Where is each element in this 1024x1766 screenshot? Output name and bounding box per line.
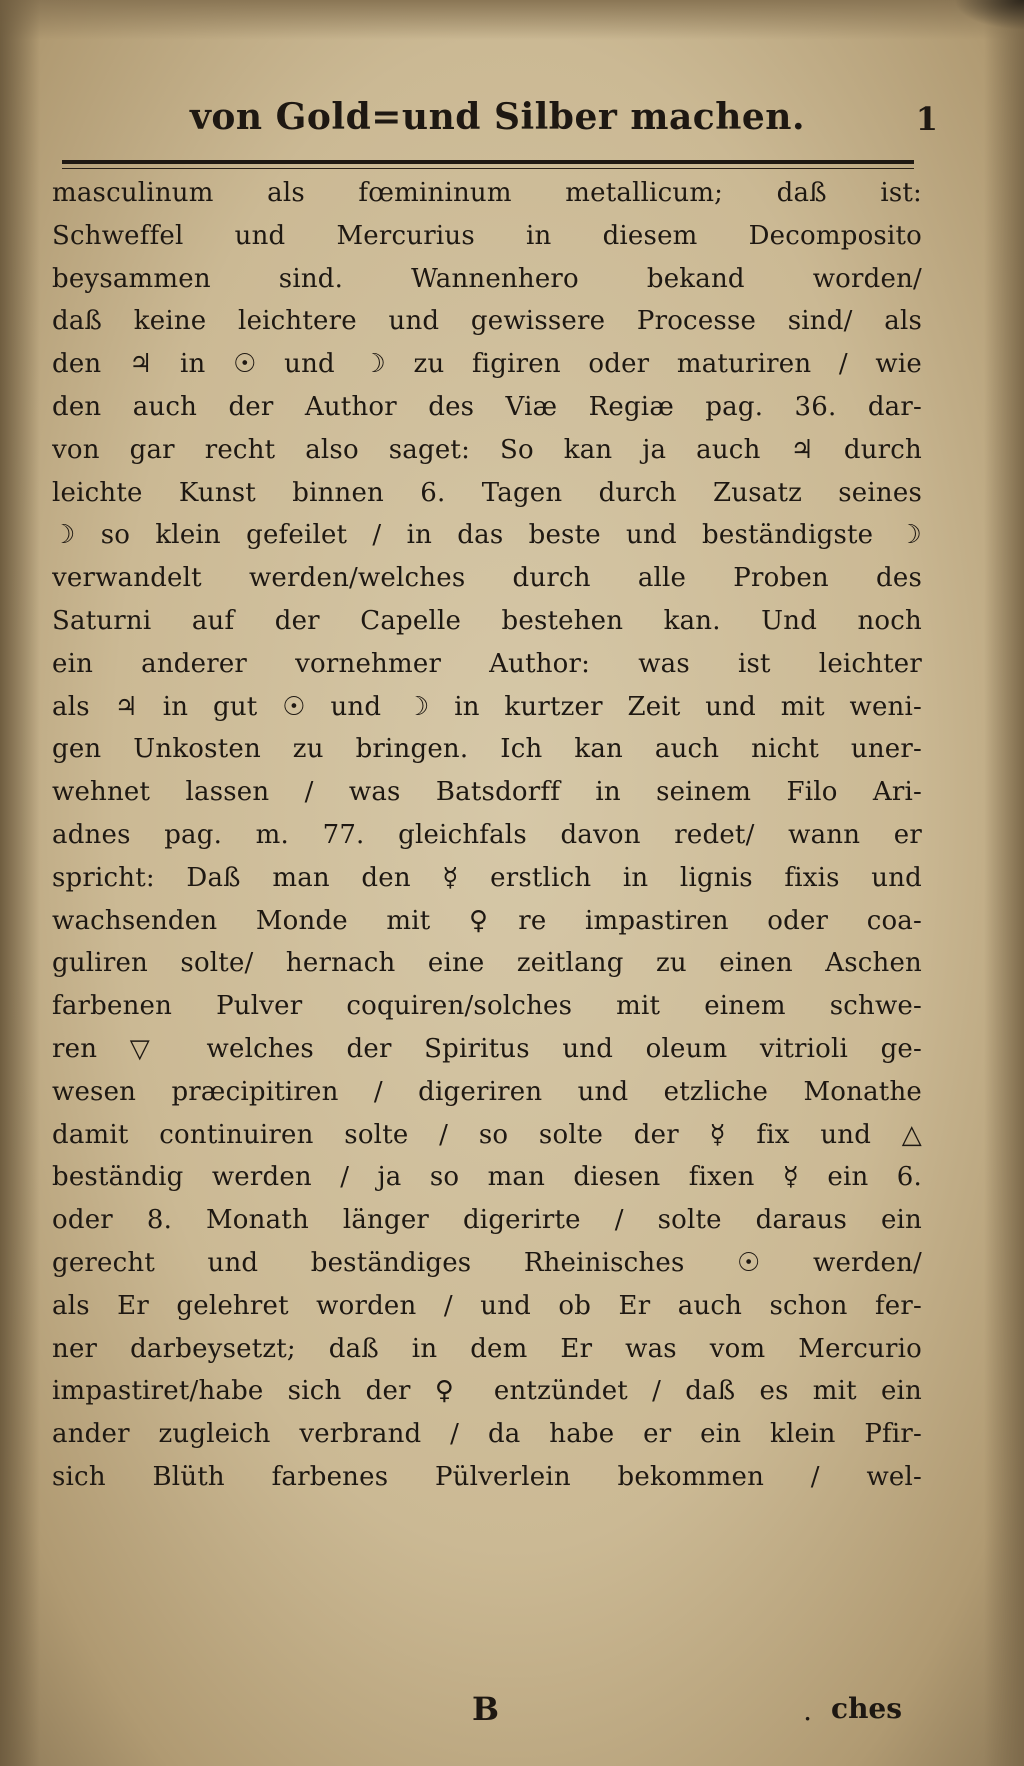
text-line: Schweffel und Mercurius in diesem Decomposito: [52, 220, 922, 251]
text-line: gen Unkosten zu bringen. Ich kan auch nicht uner-: [52, 734, 922, 765]
text-line: den ♃ in ☉ und ☽ zu figiren oder maturiren / wie: [52, 349, 922, 380]
text-line: spricht: Daß man den ☿ erstlich in lignis fixis und: [52, 862, 922, 893]
text-line: beständig werden / ja so man diesen fixen ☿ ein 6.: [52, 1162, 922, 1193]
page-number: 1: [915, 100, 938, 138]
text-line: daß keine leichtere und gewissere Processe sind/ als: [52, 306, 922, 337]
text-line: sich Blüth farbenes Pülverlein bekommen / wel-: [52, 1461, 922, 1492]
header-rule-thin: [62, 168, 914, 169]
text-line: als ♃ in gut ☉ und ☽ in kurtzer Zeit und mit weni-: [52, 691, 922, 722]
page-footer: [52, 1690, 922, 1740]
text-line: impastiret/habe sich der ♀ entzündet / daß es mit ein: [52, 1376, 922, 1407]
page-edge-top: [0, 0, 1024, 40]
text-line: adnes pag. m. 77. gleichfals davon redet/ wann er: [52, 819, 922, 850]
text-line: wachsenden Monde mit ♀re impastiren oder coa-: [52, 905, 922, 936]
footer-dot: .: [803, 1694, 812, 1727]
corner-damage: [954, 0, 1024, 30]
page-header: [60, 92, 938, 148]
text-line: den auch der Author des Viæ Regiæ pag. 36. dar-: [52, 391, 922, 422]
text-line: ander zugleich verbrand / da habe er ein klein Pfir-: [52, 1419, 922, 1450]
text-line: damit continuiren solte / so solte der ☿ fix und △: [52, 1119, 922, 1150]
page-edge-right: [984, 0, 1024, 1766]
text-line: ein anderer vornehmer Author: was ist leichter: [52, 648, 922, 679]
text-line: guliren solte/ hernach eine zeitlang zu einen Aschen: [52, 948, 922, 979]
text-line: masculinum als fœmininum metallicum; daß ist:: [52, 178, 922, 208]
text-line: ren ▽ welches der Spiritus und oleum vitrioli ge-: [52, 1033, 922, 1064]
text-line: gerecht und beständiges Rheinisches ☉ werden/: [52, 1247, 922, 1278]
text-line: Saturni auf der Capelle bestehen kan. Und noch: [52, 605, 922, 636]
text-line: wesen præcipitiren / digeriren und etzliche Monathe: [52, 1076, 922, 1107]
text-line: beysammen sind. Wannenhero bekand worden/: [52, 263, 922, 294]
page-edge-left: [0, 0, 40, 1766]
text-line: ☽ so klein gefeilet / in das beste und beständigste ☽: [52, 520, 922, 551]
text-line: von gar recht also saget: So kan ja auch ♃ durch: [52, 434, 922, 465]
catchword: ches: [831, 1692, 902, 1725]
text-line: oder 8. Monath länger digerirte / solte daraus ein: [52, 1205, 922, 1236]
text-line: wehnet lassen / was Batsdorff in seinem Filo Ari-: [52, 777, 922, 808]
body-text: [52, 172, 922, 1499]
signature-mark: B: [472, 1690, 500, 1728]
text-line: als Er gelehret worden / und ob Er auch schon fer-: [52, 1290, 922, 1321]
header-rule: [62, 160, 914, 164]
text-line: leichte Kunst binnen 6. Tagen durch Zusatz seines: [52, 477, 922, 508]
text-line: ner darbeysetzt; daß in dem Er was vom Mercurio: [52, 1333, 922, 1364]
text-line: verwandelt werden/welches durch alle Proben des: [52, 563, 922, 594]
text-line: farbenen Pulver coquiren/solches mit einem schwe-: [52, 991, 922, 1022]
running-title: von Gold=und Silber machen.: [190, 96, 806, 138]
